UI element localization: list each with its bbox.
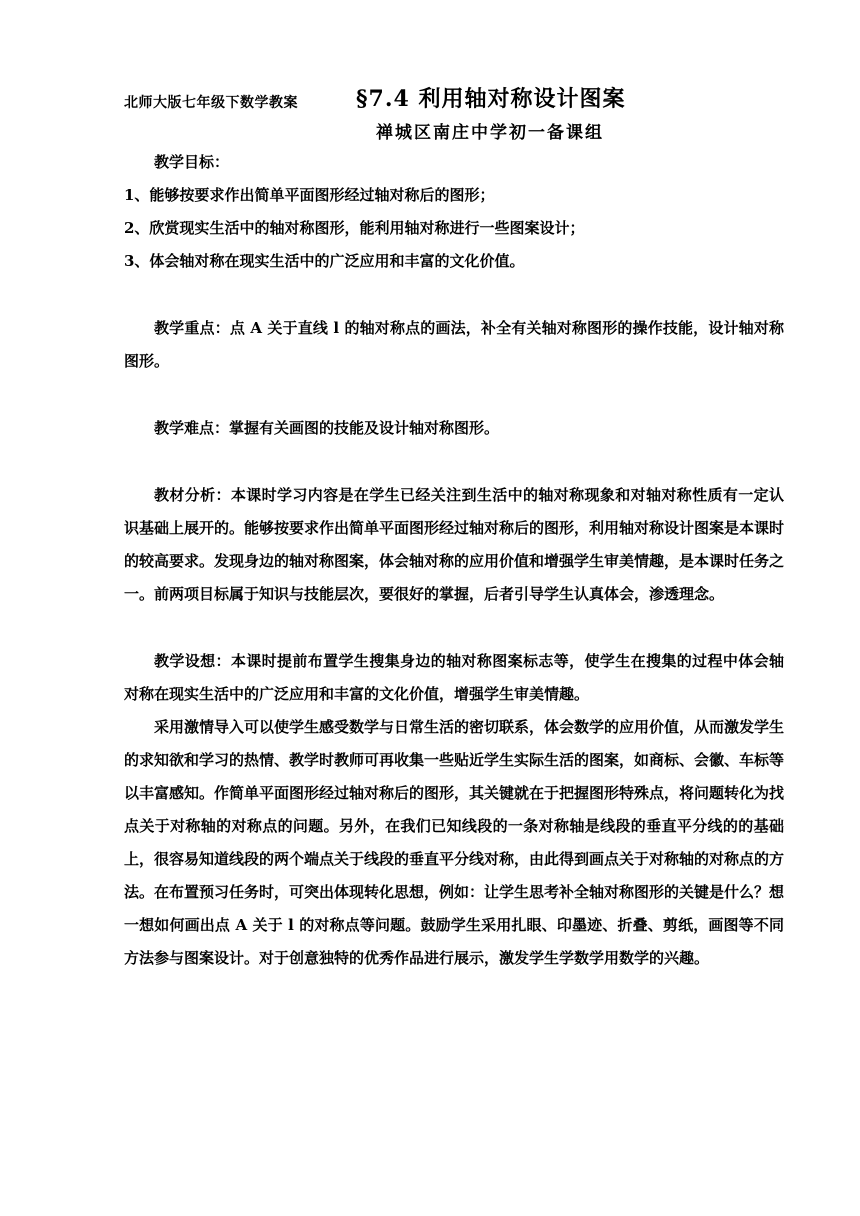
design-paragraph [124, 645, 784, 711]
header-left-label: 北师大版七年级下数学教案 [124, 95, 298, 111]
key-points-paragraph [124, 312, 784, 378]
analysis-paragraph [124, 479, 784, 611]
objective-item-1: 1、能够按要求作出简单平面图形经过轴对称后的图形； [124, 186, 495, 204]
document-body [124, 146, 784, 975]
spacer [124, 378, 784, 412]
objective-item-3: 3、体会轴对称在现实生活中的广泛应用和丰富的文化价值。 [124, 252, 525, 270]
design-paragraph-2: 采用激情导入可以使学生感受数学与日常生活的密切联系，体会数学的应用价值，从而激发学生的求知欲和学习的热情、教学时教师可再收集一些贴近学生实际生活的图案，如商标、会徽、车标等以丰富感知。作简单平面图形经过轴对称后的图形，其关键就在于把握图形特殊点，将问题转化为找点关于对称轴的对称点的问题。另外，在我们已知线段的一条对称轴是线段的垂直平分线的的基础上，很容易知道线段的两个端点关于线段的垂直平分线对称，由此得到画点关于对称轴的对称点的方法。在布置预习任务时，可突出体现转化思想，例如：让学生思考补全轴对称图形的关键是什么？想一想如何画出点 A 关于 l 的对称点等问题。鼓励学生采用扎眼、印墨迹、折叠、剪纸，画图等不同方法参与图案设计。对于创意独特的优秀作品进行展示，激发学生学数学用数学的兴趣。 [124, 718, 785, 967]
analysis-label: 教材分析： [154, 486, 231, 504]
key-points-label: 教学重点： [154, 319, 230, 337]
spacer [124, 611, 784, 645]
spacer [124, 278, 784, 312]
spacer [124, 445, 784, 479]
key-points-text: 点 A 关于直线 l 的轴对称点的画法，补全有关轴对称图形的操作技能，设计轴对称图形。 [124, 319, 784, 370]
objective-item-2: 2、欣赏现实生活中的轴对称图形，能利用轴对称进行一些图案设计； [124, 219, 585, 237]
document-subtitle: 禅城区南庄中学初一备课组 [376, 123, 604, 143]
difficulties-text: 掌握有关画图的技能及设计轴对称图形。 [229, 419, 500, 437]
document-title: §7.4 利用轴对称设计图案 [356, 86, 626, 112]
design-label: 教学设想： [154, 652, 231, 670]
design-text: 本课时提前布置学生搜集身边的轴对称图案标志等，使学生在搜集的过程中体会轴对称在现实生活中的广泛应用和丰富的文化价值，增强学生审美情趣。 [124, 652, 784, 703]
analysis-text: 本课时学习内容是在学生已经关注到生活中的轴对称现象和对轴对称性质有一定认识基础上展开的。能够按要求作出简单平面图形经过轴对称后的图形，利用轴对称设计图案是本课时的较高要求。发现身边的轴对称图案，体会轴对称的应用价值和增强学生审美情趣，是本课时任务之一。前两项目标属于知识与技能层次，要很好的掌握，后者引导学生认真体会，渗透理念。 [124, 486, 785, 603]
difficulties-paragraph [124, 412, 784, 445]
objectives-heading: 教学目标： [154, 153, 230, 171]
difficulties-label: 教学难点： [154, 419, 230, 437]
